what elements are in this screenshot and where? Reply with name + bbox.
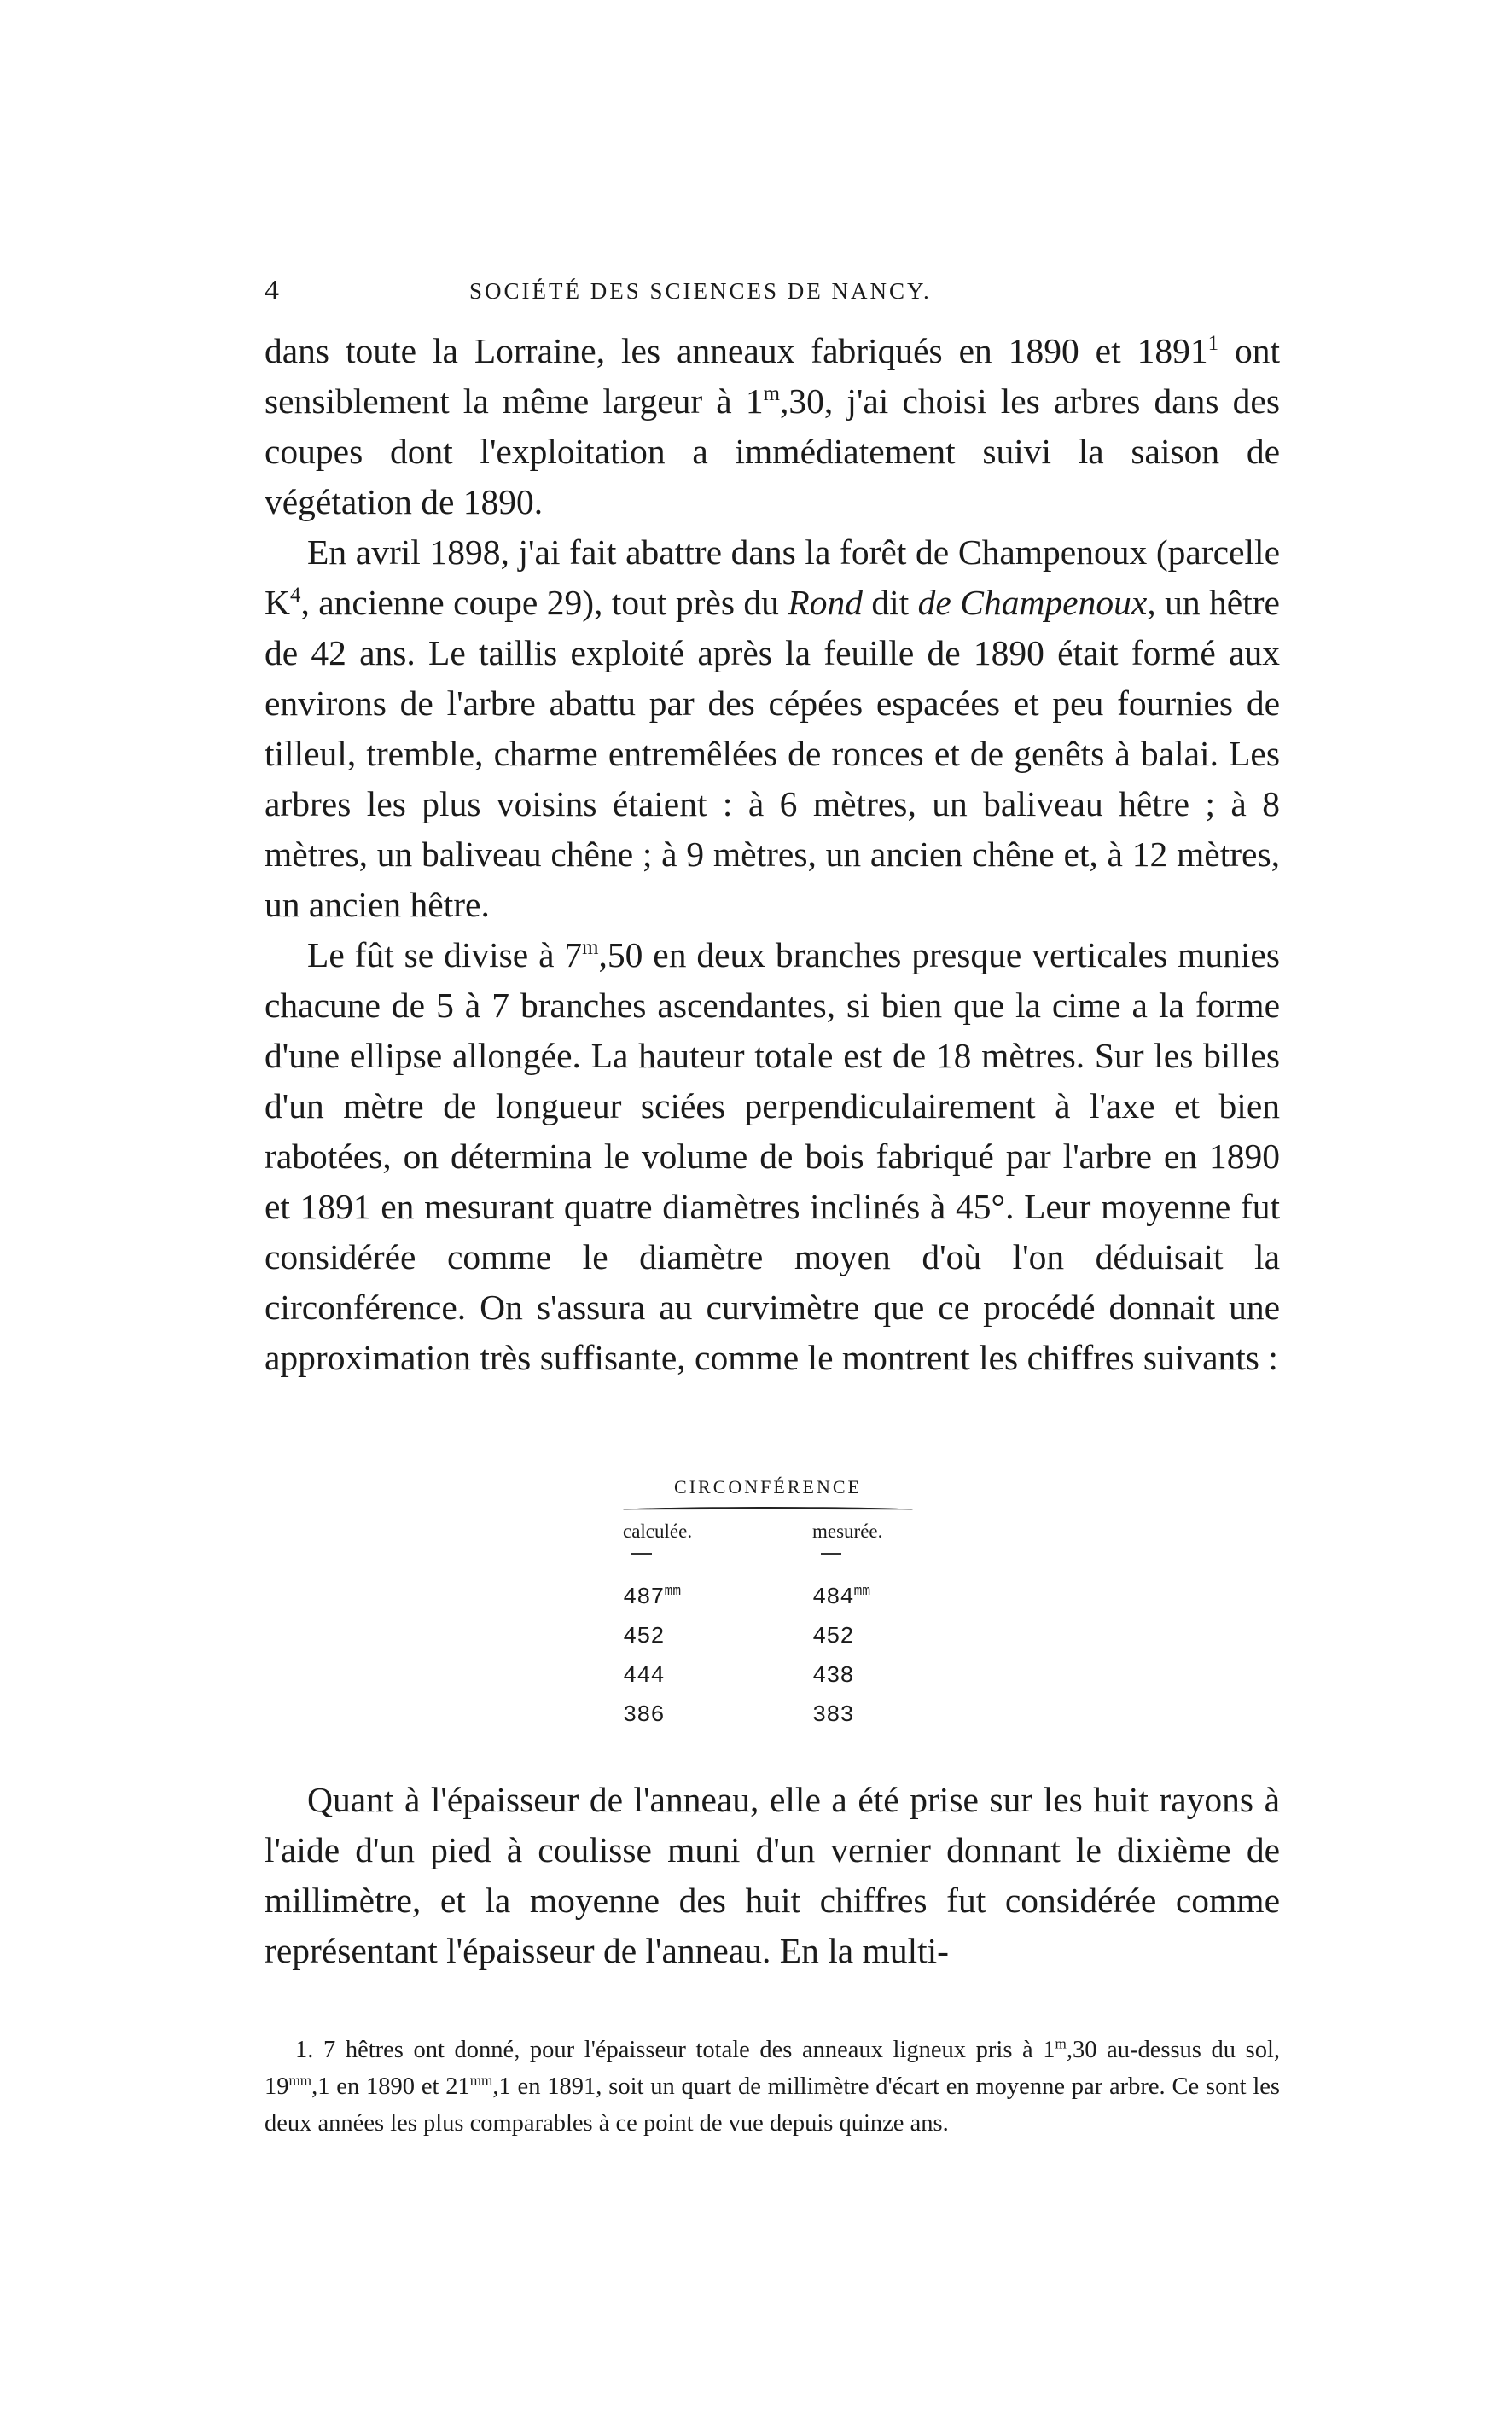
table-brace-rule bbox=[623, 1507, 913, 1513]
column-header: mesurée. bbox=[812, 1521, 883, 1542]
journal-title: SOCIÉTÉ DES SCIENCES DE NANCY. bbox=[469, 278, 932, 304]
table-cell bbox=[623, 1579, 751, 1618]
footnote-text: ,1 en 1890 et 21 bbox=[311, 2073, 470, 2100]
paragraph-3 bbox=[265, 930, 1280, 1383]
page-number: 4 bbox=[265, 275, 281, 306]
unit-superscript: m bbox=[763, 382, 780, 406]
footnote-text: ,1 en 1891, soit un quart de millimètre d'écart en moyenne par arbre. Ce sont les deux années les plus comparables à ce point de vue depuis quinze ans. bbox=[265, 2073, 1280, 2137]
table-cell: 452 bbox=[623, 1625, 665, 1650]
paragraph-2-text: dit bbox=[862, 583, 918, 622]
footnote-text: 7 hêtres ont donné, pour l'épaisseur totale des anneaux ligneux pris à 1 bbox=[313, 2037, 1055, 2063]
italic-text: de Champenoux, bbox=[917, 583, 1156, 622]
table-cell: 444 bbox=[623, 1664, 665, 1689]
table-cell: 386 bbox=[623, 1703, 665, 1729]
unit-superscript: mm bbox=[288, 2072, 312, 2089]
table-cell: 452 bbox=[812, 1625, 854, 1650]
footnote bbox=[265, 2032, 1280, 2142]
paragraph-2 bbox=[265, 527, 1280, 930]
cell-value: 484 bbox=[812, 1585, 854, 1611]
paragraph-4: Quant à l'épaisseur de l'anneau, elle a été prise sur les huit rayons à l'aide d'un pied à coulisse muni d'un vernier donnant le dixième de millimètre, et la moyenne des huit chiffres fut considérée comme représentant l'épaisseur de l'anneau. En la multi- bbox=[265, 1780, 1280, 1970]
table-column-calculated bbox=[623, 1521, 751, 1736]
unit-superscript: m bbox=[1055, 2035, 1067, 2052]
table-cell: 438 bbox=[812, 1664, 854, 1689]
cell-value: 487 bbox=[623, 1585, 665, 1611]
table-title: CIRCONFÉRENCE bbox=[674, 1476, 862, 1497]
table-cell bbox=[812, 1579, 940, 1618]
table-cell: 383 bbox=[812, 1703, 854, 1729]
unit-superscript: m bbox=[582, 936, 599, 960]
paragraph-2-text: un hêtre de 42 ans. Le taillis exploité après la feuille de 1890 était formé aux environs de l'arbre abattu par des cépées espacées et peu fournies de tilleul, tremble, charme entremêlées de ronces et de genêts à balai. Les arbres les plus voisins étaient : à 6 mètres, un baliveau hêtre ; à 8 mètres, un baliveau chêne ; à 9 mètres, un ancien chêne et, à 12 mètres, un ancien hêtre. bbox=[265, 583, 1280, 924]
circumference-table bbox=[614, 1476, 922, 1749]
superscript: 4 bbox=[289, 584, 301, 608]
paragraph-1-text: dans toute la Lorraine, les anneaux fabriqués en 1890 et 1891 bbox=[265, 331, 1208, 370]
paragraph-2-text: , ancienne coupe 29), tout près du bbox=[300, 583, 788, 622]
paragraph-1-text: ont sensiblement la même largeur à 1 bbox=[265, 331, 1281, 421]
paragraph-1-text: ,30, j'ai choisi les arbres dans des coupes dont l'exploitation a immédiatement suivi la saison de végétation de 1890. bbox=[265, 381, 1280, 521]
main-text-upper bbox=[265, 326, 1280, 1383]
main-text-lower bbox=[265, 1775, 1280, 1976]
footnote-ref: 1 bbox=[1207, 332, 1219, 356]
italic-text: Rond bbox=[788, 583, 863, 622]
footnote-text: ,30 au-dessus du sol, 19 bbox=[265, 2037, 1280, 2100]
footnote-number: 1. bbox=[295, 2037, 314, 2063]
column-dash bbox=[821, 1553, 841, 1560]
table-column-measured bbox=[812, 1521, 940, 1736]
column-dash bbox=[631, 1553, 652, 1560]
paragraph-3-text: ,50 en deux branches presque verticales munies chacune de 5 à 7 branches ascendantes, si bien que la cime a la forme d'une ellipse allongée. La hauteur totale est de 18 mètres. Sur les billes d'un mètre de longueur sciées perpendiculairement à l'axe et bien rabotées, on détermina le volume de bois fabriqué par l'arbre en 1890 et 1891 en mesurant quatre diamètres inclinés à 45°. Leur moyenne fut considérée comme le diamètre moyen d'où l'on déduisait la circonférence. On s'assura au curvimètre que ce procédé donnait une approximation très suffisante, comme le montrent les chiffres suivants : bbox=[265, 935, 1280, 1377]
running-head bbox=[265, 275, 1288, 317]
paragraph-1 bbox=[265, 326, 1280, 527]
unit-superscript: mm bbox=[469, 2072, 493, 2089]
unit-superscript: mm bbox=[664, 1584, 682, 1599]
column-header: calculée. bbox=[623, 1521, 693, 1542]
paragraph-2-text: En avril 1898, j'ai fait abattre dans la forêt de Champenoux (parcelle K bbox=[265, 532, 1280, 622]
paragraph-3-text: Le fût se divise à 7 bbox=[307, 935, 583, 974]
unit-superscript: mm bbox=[853, 1584, 871, 1599]
